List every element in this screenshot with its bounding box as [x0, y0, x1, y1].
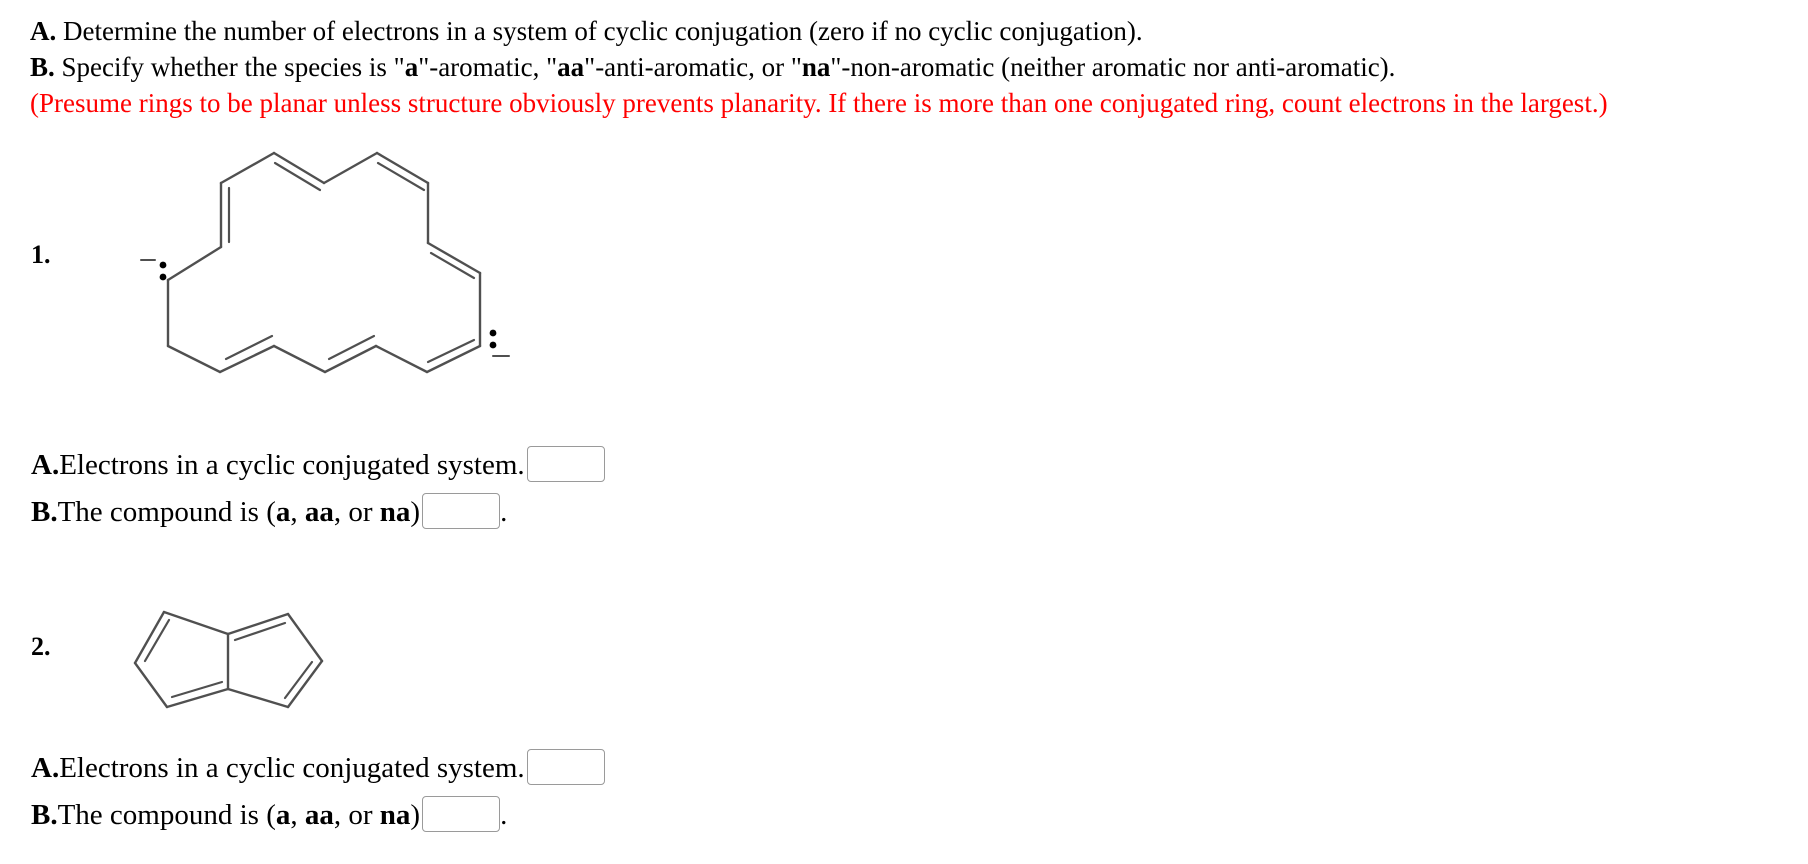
question-2-opt-a: a [275, 799, 291, 831]
question-2-opt-na: na [379, 799, 411, 831]
question-1-compound-label: The compound is ( [57, 496, 276, 528]
question-1-opt-na: na [379, 496, 411, 528]
question-1-number: 1. [31, 240, 51, 269]
question-1-sep2: , or [333, 496, 380, 528]
question-1-electrons-label: Electrons in a cyclic conjugated system. [59, 449, 525, 481]
question-2-electrons-prefix: A. [31, 752, 60, 784]
question-2-compound-label: The compound is ( [57, 799, 276, 831]
question-2-opt-aa: aa [304, 799, 334, 831]
question-2-sep1: , [290, 799, 305, 831]
question-1-sep1: , [290, 496, 305, 528]
question-1-close: ) [410, 496, 421, 528]
question-2-close: ) [410, 799, 421, 831]
instruction-b-pre: Specify whether the species is " [54, 52, 405, 82]
question-1-opt-a: a [275, 496, 291, 528]
question-2-electrons-label: Electrons in a cyclic conjugated system. [59, 752, 525, 784]
instruction-b-na: na [801, 52, 831, 82]
instruction-note: (Presume rings to be planar unless structure obviously prevents planarity. If there is more than one conjugated ring, count electrons in the largest.) [30, 88, 1608, 118]
instruction-b-post: "-non-aromatic (neither aromatic nor anti-aromatic). [830, 52, 1396, 82]
question-2-electrons-row [31, 748, 605, 788]
question-2-number: 2. [31, 632, 51, 661]
question-2-compound-prefix: B. [31, 799, 58, 831]
question-1-electrons-prefix: A. [31, 449, 60, 481]
instruction-a-text: Determine the number of electrons in a system of cyclic conjugation (zero if no cyclic conjugation). [56, 16, 1143, 46]
question-1-trailing: . [500, 496, 508, 528]
instruction-b-label: B. [30, 52, 55, 82]
instruction-b-a: a [404, 52, 419, 82]
instruction-b-aa: aa [557, 52, 585, 82]
question-2-electrons-input[interactable] [527, 749, 605, 785]
question-2-compound-row [31, 795, 507, 835]
instruction-b-mid2: "-anti-aromatic, or " [584, 52, 802, 82]
question-2-sep2: , or [333, 799, 380, 831]
question-2-trailing: . [500, 799, 508, 831]
question-1-compound-prefix: B. [31, 496, 58, 528]
question-1-opt-aa: aa [304, 496, 334, 528]
instruction-b-mid1: "-aromatic, " [418, 52, 558, 82]
instruction-a-label: A. [30, 16, 57, 46]
question-2-compound-input[interactable] [422, 796, 500, 832]
